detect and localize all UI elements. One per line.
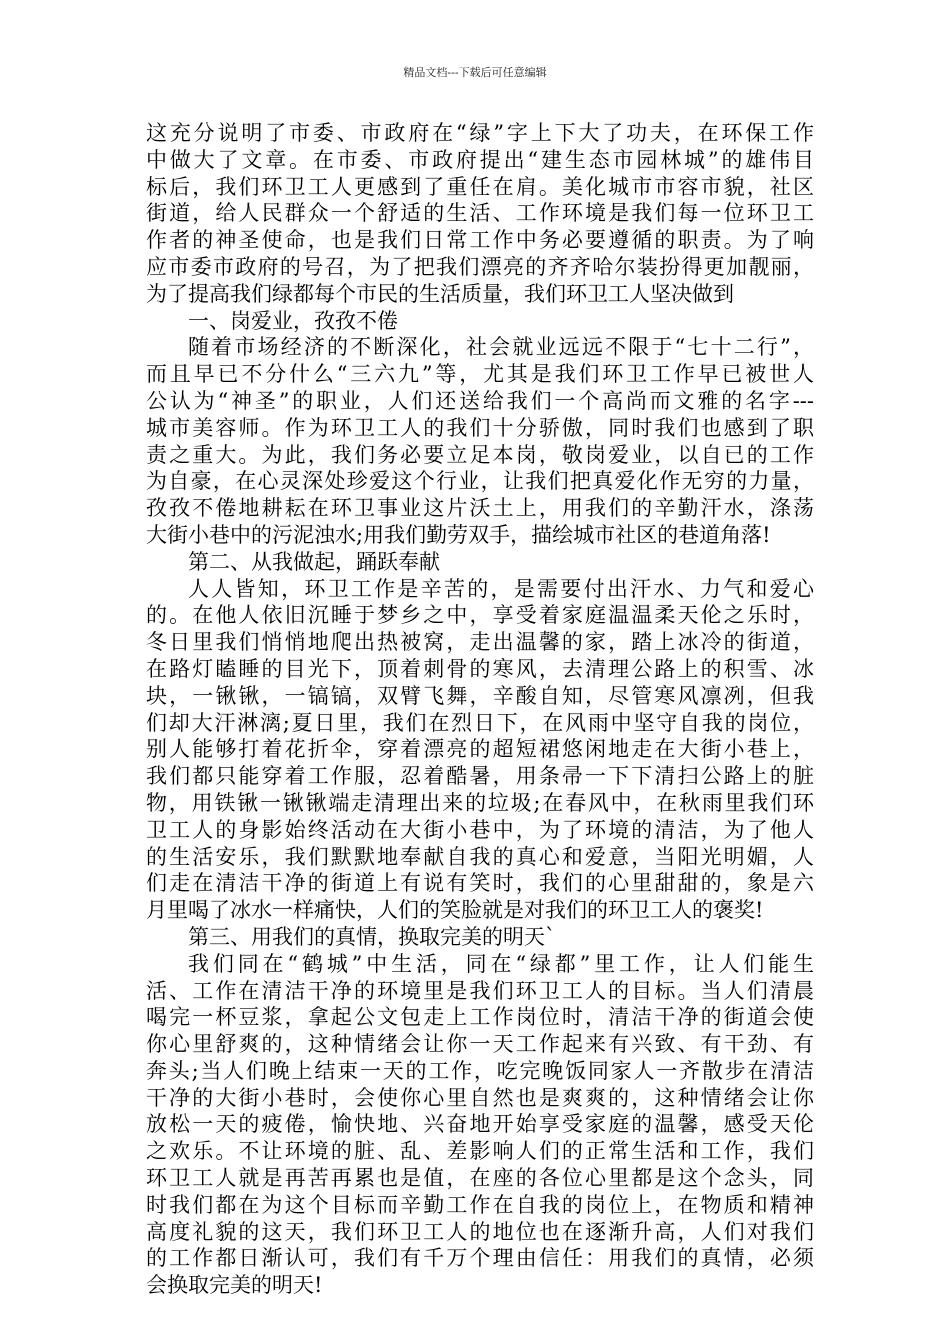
paragraph-first-line: 一、岗爱业，孜孜不倦 [188,308,398,333]
text-line: 这充分说明了市委、市政府在“绿”字上下大了功夫，在环保工作 [146,121,814,145]
text-line: 高度礼貌的这天，我们环卫工人的地位也在逐渐升高，人们对我们 [146,1219,814,1244]
text-line: 奔头;当人们晚上结束一天的工作，吃完晚饭同家人一齐散步在清洁 [146,1058,814,1083]
text-line: 会换取完美的明天! [146,1273,323,1298]
text-line: 的。在他人依旧沉睡于梦乡之中，享受着家庭温温柔天伦之乐时， [146,603,814,628]
text-line: 喝完一杯豆浆，拿起公文包走上工作岗位时，清洁干净的街道会使 [146,1005,814,1030]
text-line: 标后，我们环卫工人更感到了重任在肩。美化城市市容市貌，社区 [146,174,814,199]
text-line: 冬日里我们悄悄地爬出热被窝，走出温馨的家，踏上冰冷的街道， [146,630,814,655]
text-line: 时我们都在为这个目标而辛勤工作在自我的岗位上，在物质和精神 [146,1192,814,1217]
text-line: 们却大汗淋漓;夏日里，我们在烈日下，在风雨中坚守自我的岗位， [146,710,814,735]
text-line: 活、工作在清洁干净的环境里是我们环卫工人的目标。当人们清晨 [146,978,814,1003]
text-line: 作者的神圣使命，也是我们日常工作中务必要遵循的职责。为了响 [146,228,814,253]
text-line: 你心里舒爽的，这种情绪会让你一天工作起来有兴致、有干劲、有 [146,1032,814,1057]
text-line: 别人能够打着花折伞，穿着漂亮的超短裙悠闲地走在大街小巷上， [146,737,814,762]
text-line: 大街小巷中的污泥浊水;用我们勤劳双手，描绘城市社区的巷道角落! [146,522,771,547]
paragraph-first-line: 第三、用我们的真情，换取完美的明天` [188,924,556,949]
text-line: 街道，给人民群众一个舒适的生活、工作环境是我们每一位环卫工 [146,201,814,226]
text-line: 孜孜不倦地耕耘在环卫事业这片沃土上，用我们的辛勤汗水，涤荡 [146,496,814,521]
text-line: 公认为“神圣”的职业，人们还送给我们一个高尚而文雅的名字--- [146,388,814,413]
text-line: 应市委市政府的号召，为了把我们漂亮的齐齐哈尔装扮得更加靓丽， [146,254,814,279]
paragraph-first-line: 第二、从我做起，踊跃奉献 [188,549,440,574]
text-line: 责之重大。为此，我们务必要立足本岗，敬岗爱业，以自已的工作 [146,442,814,467]
text-line: 我们都只能穿着工作服，忍着酷暑，用条帚一下下清扫公路上的脏 [146,764,814,789]
text-line: 为了提高我们绿都每个市民的生活质量，我们环卫工人坚决做到 [146,281,734,306]
text-line: 城市美容师。作为环卫工人的我们十分骄傲，同时我们也感到了职 [146,415,814,440]
text-line: 环卫工人就是再苦再累也是值，在座的各位心里都是这个念头，同 [146,1166,814,1191]
text-line: 的生活安乐，我们默默地奉献自我的真心和爱意，当阳光明媚，人 [146,844,814,869]
text-line: 块，一锹锹，一镐镐，双臂飞舞，辛酸自知，尽管寒风凛冽，但我 [146,683,814,708]
text-line: 的工作都日渐认可，我们有千万个理由信任：用我们的真情，必须 [146,1246,814,1271]
text-line: 卫工人的身影始终活动在大街小巷中，为了环境的清洁，为了他人 [146,817,814,842]
document-body [146,120,814,1299]
text-line: 在路灯瞌睡的目光下，顶着刺骨的寒风，去清理公路上的积雪、冰 [146,656,814,681]
paragraph-first-line: 我们同在“鹤城”中生活，同在“绿都”里工作，让人们能生 [188,951,814,976]
page-header: 精品文档---下载后可任意编辑 [403,66,547,79]
text-line: 中做大了文章。在市委、市政府提出“建生态市园林城”的雄伟目 [146,147,814,172]
text-line: 放松一天的疲倦，愉快地、兴奋地开始享受家庭的温馨，感受天伦 [146,1112,814,1137]
text-line: 之欢乐。不让环境的脏、乱、差影响人们的正常生活和工作，我们 [146,1139,814,1164]
text-line: 干净的大街小巷时，会使你心里自然也是爽爽的，这种情绪会让你 [146,1085,814,1110]
text-line: 月里喝了冰水一样痛快，人们的笑脸就是对我们的环卫工人的褒奖! [146,898,764,923]
text-line: 而且早已不分什么“三六九”等，尤其是我们环卫工作早已被世人 [146,362,814,387]
text-line: 们走在清洁干净的街道上有说有笑时，我们的心里甜甜的，象是六 [146,871,814,896]
text-line: 物，用铁锹一锹锹端走清理出来的垃圾;在春风中，在秋雨里我们环 [146,790,814,815]
paragraph-first-line: 人人皆知，环卫工作是辛苦的，是需要付出汗水、力气和爱心 [188,576,814,601]
paragraph-first-line: 随着市场经济的不断深化，社会就业远远不限于“七十二行”， [188,335,814,360]
text-line: 为自豪，在心灵深处珍爱这个行业，让我们把真爱化作无穷的力量， [146,469,814,494]
